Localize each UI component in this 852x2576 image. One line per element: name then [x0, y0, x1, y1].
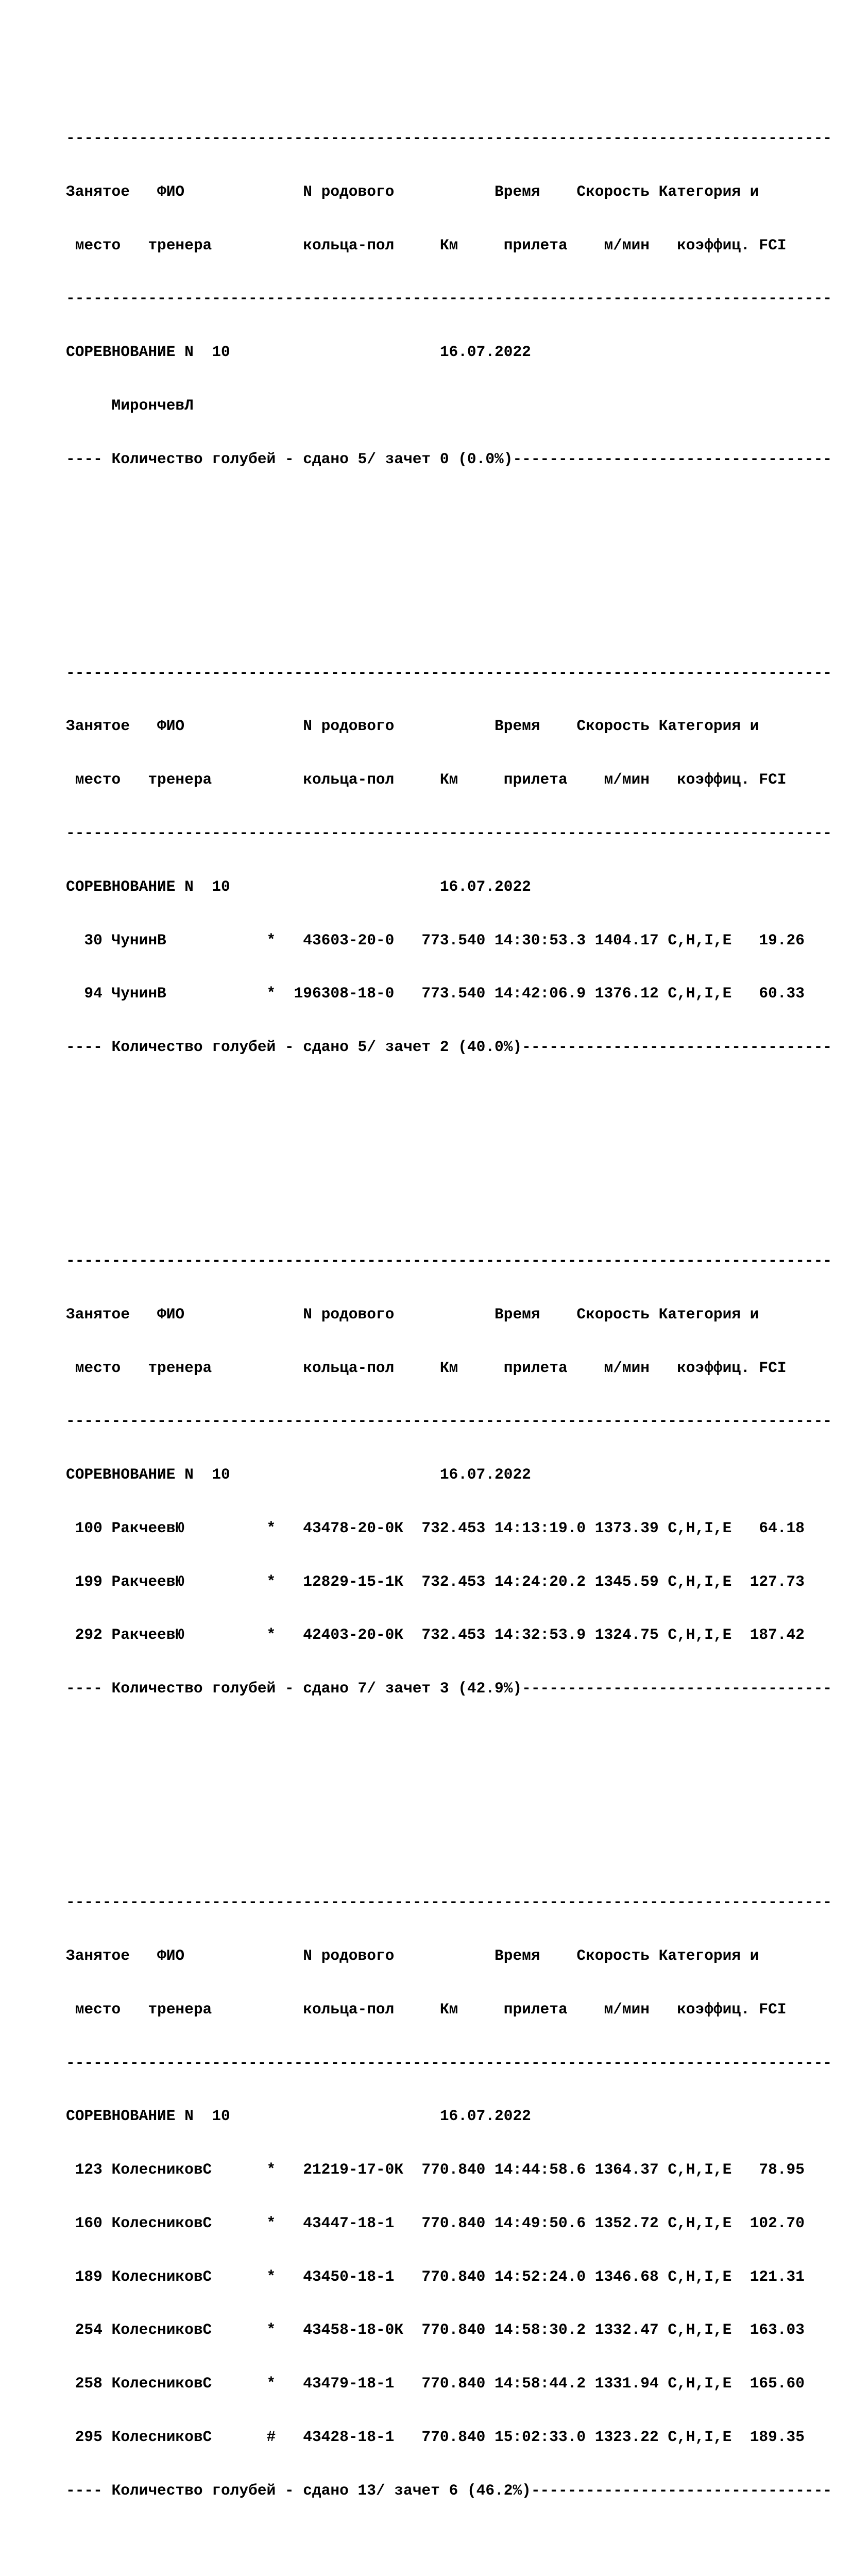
result-row: 254 КолесниковС * 43458-18-0К 770.840 14:58:30.2 1332.47 C,H,I,E 163.03 — [66, 2321, 805, 2339]
block-gap — [66, 1769, 832, 1804]
block-gap — [66, 1127, 832, 1163]
results-report — [66, 40, 832, 2576]
result-row: 160 КолесниковС * 43447-18-1 770.840 14:49:50.6 1352.72 C,H,I,E 102.70 — [66, 2214, 805, 2232]
result-row: 258 КолесниковС * 43479-18-1 770.840 14:58:44.2 1331.94 C,H,I,E 165.60 — [66, 2375, 805, 2393]
result-block — [66, 628, 832, 1091]
competition-line: СОРЕВНОВАНИЕ N 10 16.07.2022 — [66, 343, 531, 361]
header-dash-top: ------------------------------------------------------------------------------------ — [66, 1893, 832, 1911]
result-row: 94 ЧунинВ * 196308-18-0 773.540 14:42:06.9 1376.12 C,H,I,E 60.33 — [66, 985, 805, 1003]
header-dash-bottom: ------------------------------------------------------------------------------------ — [66, 290, 832, 308]
result-row: 30 ЧунинВ * 43603-20-0 773.540 14:30:53.3 1404.17 C,H,I,E 19.26 — [66, 931, 805, 949]
header-line-1: Занятое ФИО N родового Время Скорость Категория и — [66, 717, 759, 735]
result-row: 292 РакчеевЮ * 42403-20-0К 732.453 14:32:53.9 1324.75 C,H,I,E 187.42 — [66, 1626, 805, 1644]
summary-line: ---- Количество голубей - сдано 7/ зачет 3 (42.9%)---------------------------------- — [66, 1680, 832, 1698]
header-dash-top: ------------------------------------------------------------------------------------ — [66, 1252, 832, 1269]
result-block — [66, 1858, 832, 2535]
competition-line: СОРЕВНОВАНИЕ N 10 16.07.2022 — [66, 877, 531, 895]
header-line-2: место тренера кольца-пол Км прилета м/мин коэффиц. FCI — [66, 236, 787, 254]
result-row: 189 КолесниковС * 43450-18-1 770.840 14:52:24.0 1346.68 C,H,I,E 121.31 — [66, 2267, 805, 2285]
result-row: 123 КолесниковС * 21219-17-0К 770.840 14:44:58.6 1364.37 C,H,I,E 78.95 — [66, 2161, 805, 2179]
header-line-1: Занятое ФИО N родового Время Скорость Категория и — [66, 1305, 759, 1323]
header-dash-bottom: ------------------------------------------------------------------------------------ — [66, 2054, 832, 2072]
header-dash-top: ------------------------------------------------------------------------------------ — [66, 664, 832, 682]
summary-line: ---- Количество голубей - сдано 5/ зачет 2 (40.0%)---------------------------------- — [66, 1038, 832, 1056]
block-gap — [66, 2571, 832, 2576]
header-line-1: Занятое ФИО N родового Время Скорость Категория и — [66, 182, 759, 200]
trainer-line: МирончевЛ — [66, 396, 194, 414]
header-dash-bottom: ------------------------------------------------------------------------------------ — [66, 824, 832, 842]
result-block — [66, 94, 832, 504]
header-line-2: место тренера кольца-пол Км прилета м/мин коэффиц. FCI — [66, 1359, 787, 1377]
header-line-1: Занятое ФИО N родового Время Скорость Категория и — [66, 1946, 759, 1964]
header-line-2: место тренера кольца-пол Км прилета м/мин коэффиц. FCI — [66, 2000, 787, 2018]
header-line-2: место тренера кольца-пол Км прилета м/мин коэффиц. FCI — [66, 771, 787, 789]
summary-line: ---- Количество голубей - сдано 5/ зачет 0 (0.0%)----------------------------------- — [66, 450, 832, 468]
result-row: 295 КолесниковС # 43428-18-1 770.840 15:02:33.0 1323.22 C,H,I,E 189.35 — [66, 2428, 805, 2446]
result-block — [66, 1216, 832, 1733]
result-row: 199 РакчеевЮ * 12829-15-1К 732.453 14:24:20.2 1345.59 C,H,I,E 127.73 — [66, 1572, 805, 1590]
competition-line: СОРЕВНОВАНИЕ N 10 16.07.2022 — [66, 1466, 531, 1484]
header-dash-bottom: ------------------------------------------------------------------------------------ — [66, 1412, 832, 1430]
block-gap — [66, 539, 832, 575]
competition-line: СОРЕВНОВАНИЕ N 10 16.07.2022 — [66, 2107, 531, 2125]
summary-line: ---- Количество голубей - сдано 13/ зачет 6 (46.2%)--------------------------------- — [66, 2481, 832, 2499]
header-dash-top: ------------------------------------------------------------------------------------ — [66, 129, 832, 147]
result-row: 100 РакчеевЮ * 43478-20-0К 732.453 14:13:19.0 1373.39 C,H,I,E 64.18 — [66, 1519, 805, 1537]
